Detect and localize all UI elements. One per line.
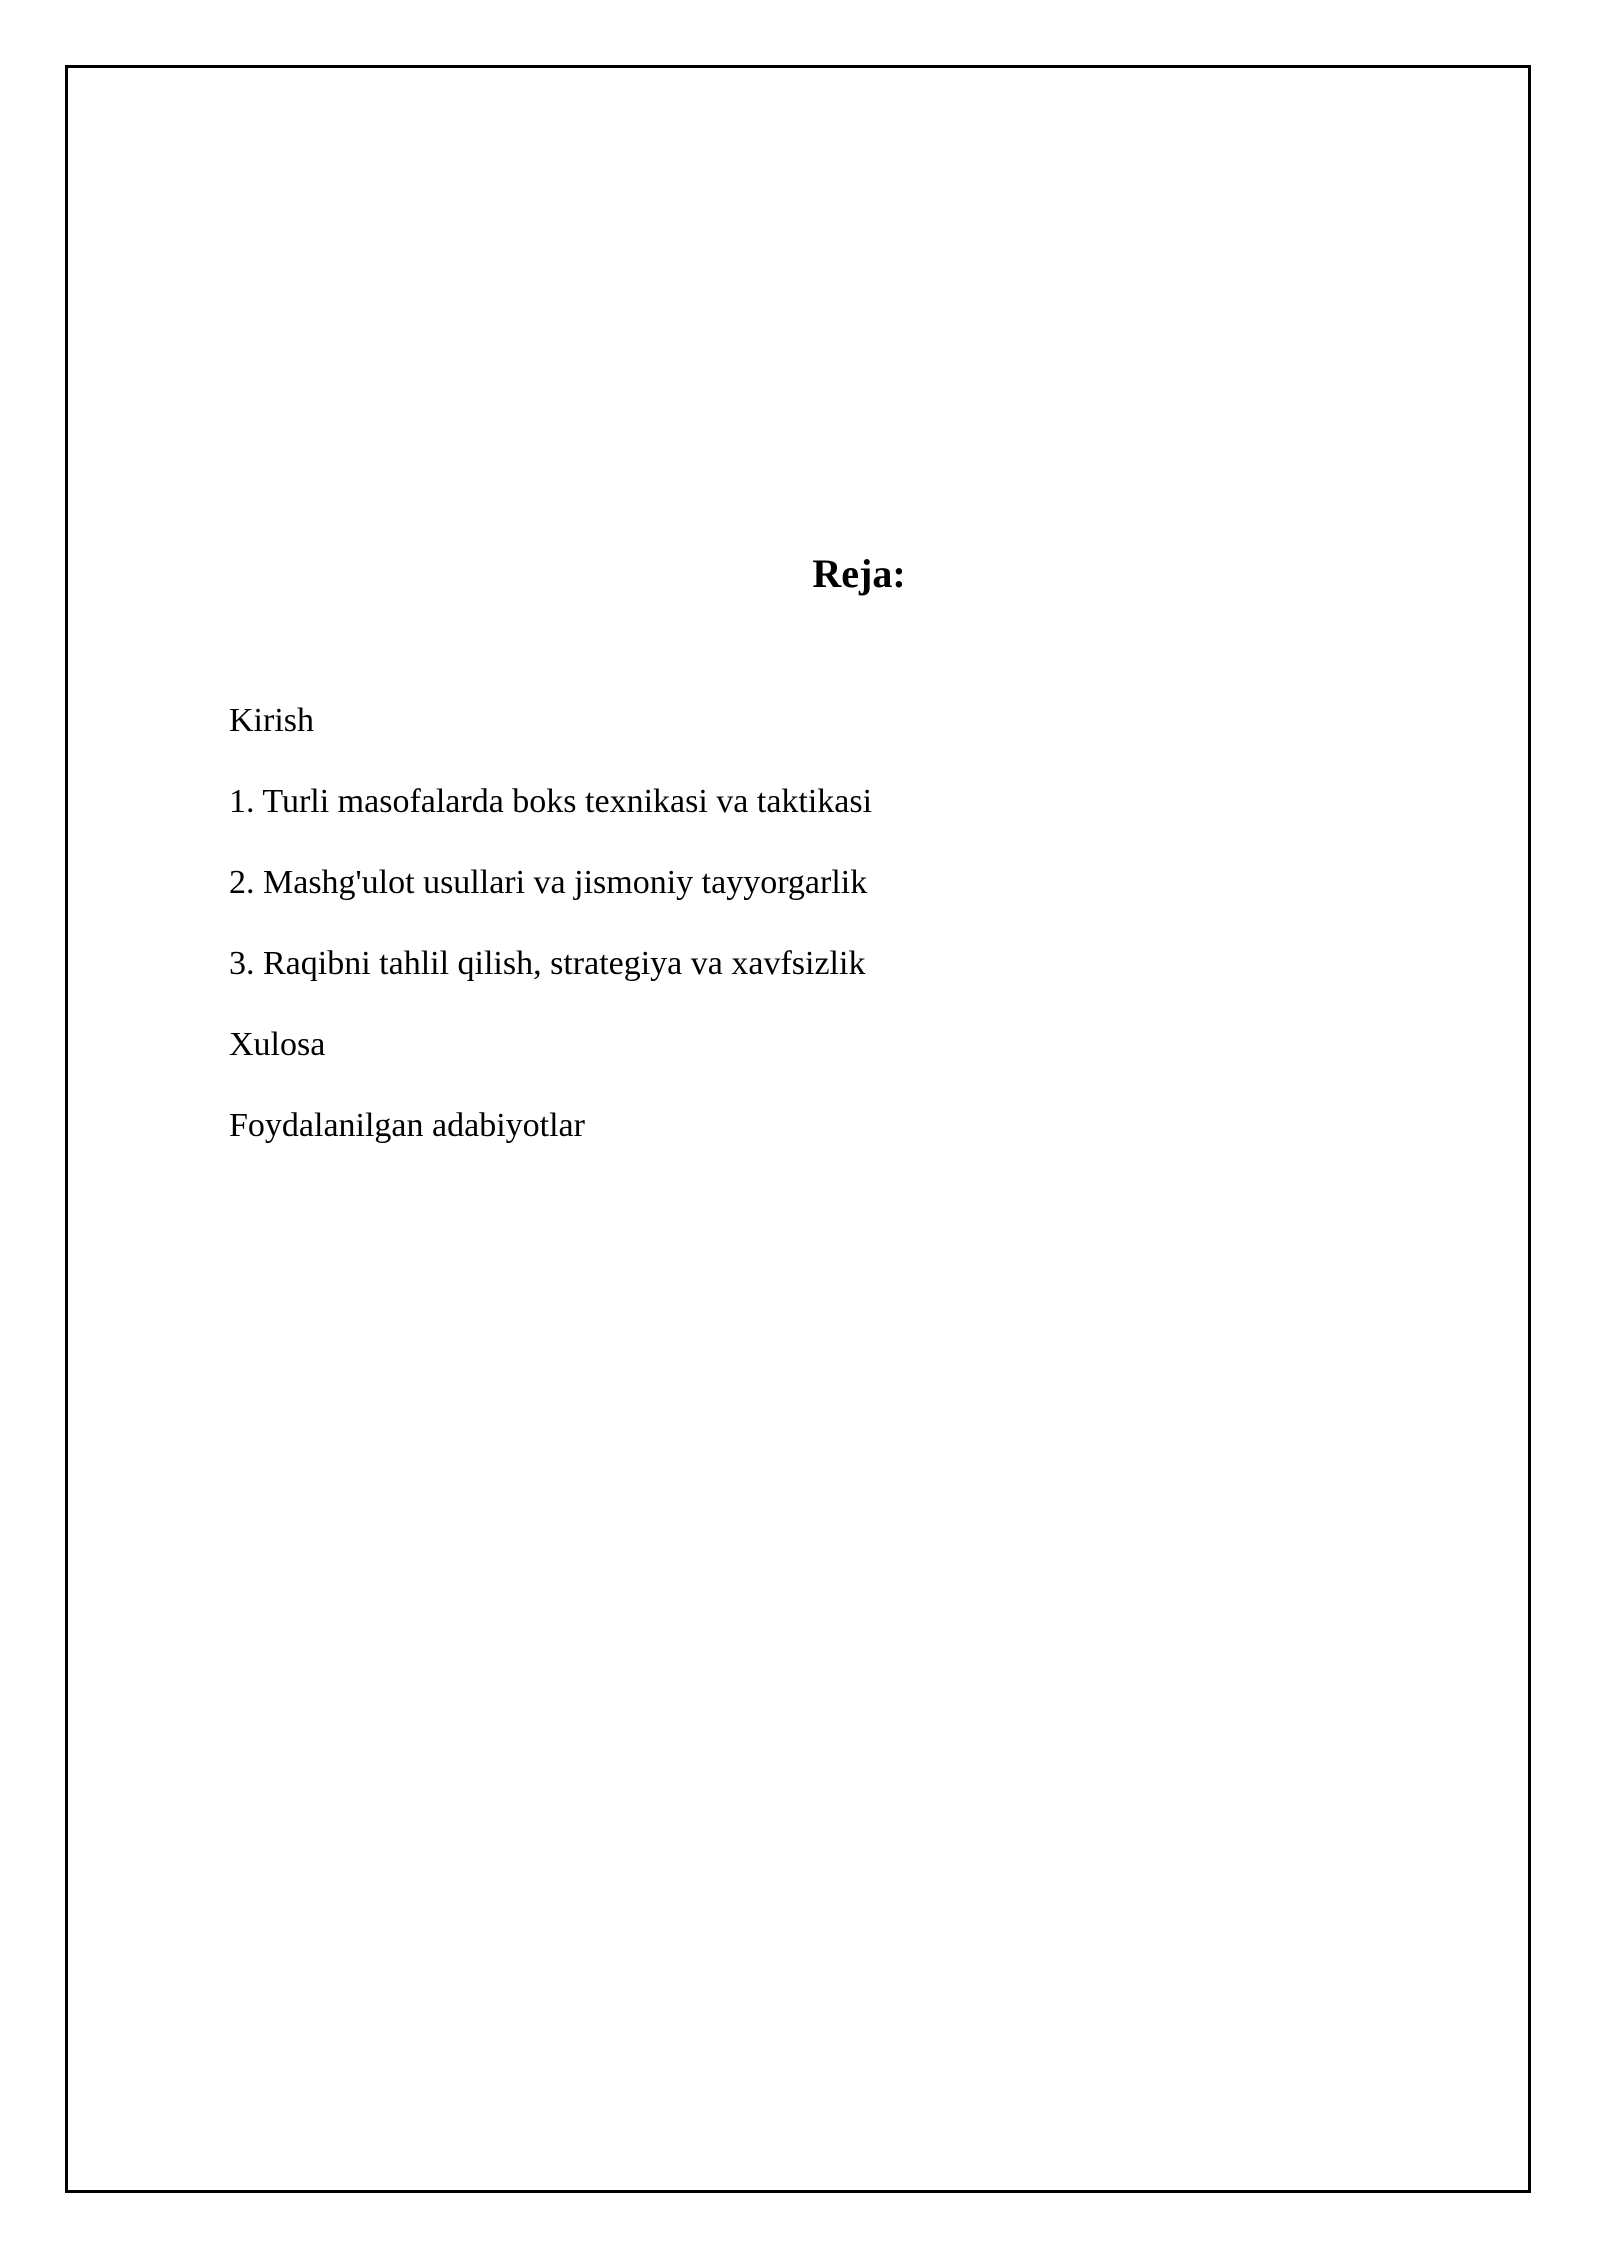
table-of-contents (229, 696, 872, 1182)
toc-item-references: Foydalanilgan adabiyotlar (229, 1107, 585, 1144)
toc-item-introduction: Kirish (229, 702, 314, 739)
toc-item-chapter-3: 3. Raqibni tahlil qilish, strategiya va xavfsizlik (229, 945, 866, 982)
toc-item-chapter-1: 1. Turli masofalarda boks texnikasi va taktikasi (229, 783, 873, 820)
page-title: Reja: (812, 551, 906, 596)
toc-item-conclusion: Xulosa (229, 1026, 326, 1063)
toc-item-chapter-2: 2. Mashg'ulot usullari va jismoniy tayyorgarlik (229, 864, 868, 901)
